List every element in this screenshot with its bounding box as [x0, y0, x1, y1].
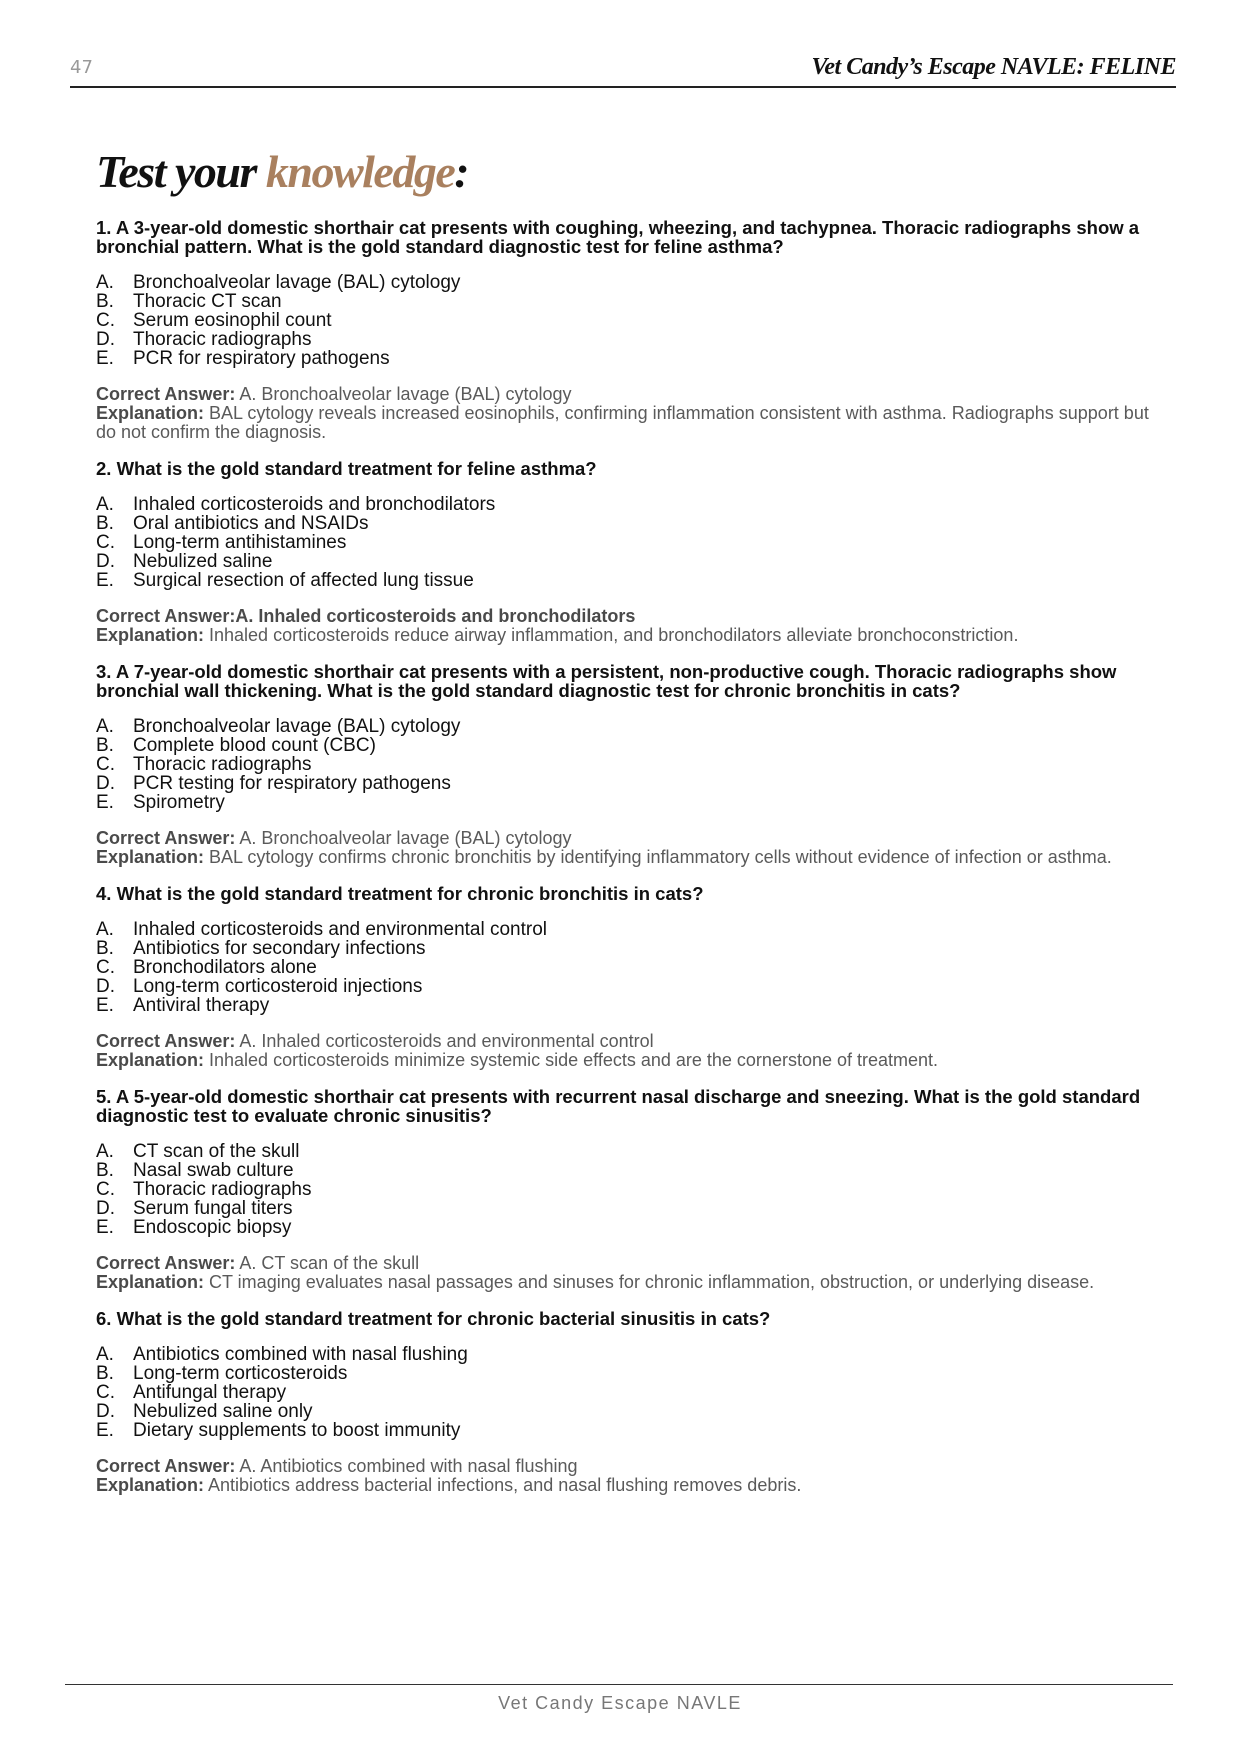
option-text: Long-term corticosteroid injections [133, 976, 423, 997]
option-b [96, 292, 1166, 311]
option-text: Bronchoalveolar lavage (BAL) cytology [133, 272, 461, 293]
option-letter: A. [96, 919, 114, 940]
question-text: 5. A 5-year-old domestic shorthair cat presents with recurrent nasal discharge and sneezing. What is the gold standard diagnostic test to evaluate chronic sinusitis? [96, 1086, 1141, 1126]
page-header [70, 52, 1176, 88]
option-text: Nebulized saline [133, 551, 273, 572]
option-list [96, 1142, 1166, 1237]
answer-block [96, 385, 1166, 442]
option-a [96, 920, 1166, 939]
title-colon: : [454, 146, 469, 197]
question-3 [96, 662, 1166, 867]
option-letter: E. [96, 1420, 114, 1441]
correct-answer [96, 1032, 1166, 1051]
correct-answer [96, 385, 1166, 404]
title-part-1: Test your [96, 146, 266, 197]
option-list [96, 273, 1166, 368]
correct-answer-value: A. Antibiotics combined with nasal flushing [235, 1456, 578, 1476]
option-text: Antibiotics combined with nasal flushing [133, 1344, 468, 1365]
option-c [96, 755, 1166, 774]
explanation [96, 404, 1166, 442]
option-text: Thoracic radiographs [133, 1179, 312, 1200]
explanation-label: Explanation: [96, 1475, 205, 1495]
explanation-label: Explanation: [96, 847, 205, 867]
correct-answer [96, 607, 1166, 626]
option-text: Bronchoalveolar lavage (BAL) cytology [133, 716, 461, 737]
correct-answer-value: A. Bronchoalveolar lavage (BAL) cytology [235, 384, 572, 404]
option-text: Oral antibiotics and NSAIDs [133, 513, 369, 534]
page-number: 47 [70, 57, 93, 78]
option-text: Antibiotics for secondary infections [133, 938, 426, 959]
option-text: Bronchodilators alone [133, 957, 317, 978]
option-b [96, 514, 1166, 533]
explanation-text: BAL cytology reveals increased eosinophils, confirming inflammation consistent with asthma. Radiographs support but do not confirm the diagnosis. [96, 403, 1149, 442]
option-letter: A. [96, 1344, 114, 1365]
answer-block [96, 829, 1166, 867]
correct-answer-label: Correct Answer: [96, 384, 236, 404]
option-text: Inhaled corticosteroids and environmental control [133, 919, 548, 940]
explanation-label: Explanation: [96, 1050, 205, 1070]
question-text: 3. A 7-year-old domestic shorthair cat presents with a persistent, non-productive cough. Thoracic radiographs show bronchial wall thickening. What is the gold standard diagnostic test for chronic bronchitis in cats? [96, 661, 1117, 701]
option-a [96, 717, 1166, 736]
option-letter: B. [96, 938, 114, 959]
question-4 [96, 884, 1166, 1070]
question-text: 4. What is the gold standard treatment for chronic bronchitis in cats? [96, 883, 704, 904]
option-letter: D. [96, 773, 115, 794]
option-letter: E. [96, 1217, 114, 1238]
option-e [96, 996, 1166, 1015]
correct-answer-value: A. CT scan of the skull [235, 1253, 420, 1273]
explanation-label: Explanation: [96, 625, 205, 645]
option-letter: E. [96, 995, 114, 1016]
option-list [96, 717, 1166, 812]
option-e [96, 349, 1166, 368]
option-letter: B. [96, 735, 114, 756]
option-text: Inhaled corticosteroids and bronchodilators [133, 494, 496, 515]
explanation [96, 848, 1166, 867]
option-text: Thoracic radiographs [133, 329, 312, 350]
option-letter: B. [96, 1363, 114, 1384]
explanation-text: Antibiotics address bacterial infections, and nasal flushing removes debris. [204, 1475, 802, 1495]
option-letter: D. [96, 1198, 115, 1219]
question-1 [96, 218, 1166, 442]
option-text: Endoscopic biopsy [133, 1217, 292, 1238]
option-letter: C. [96, 310, 115, 331]
explanation-label: Explanation: [96, 1272, 205, 1292]
correct-answer-label: Correct Answer: [96, 828, 236, 848]
option-letter: D. [96, 329, 115, 350]
option-text: Serum fungal titers [133, 1198, 293, 1219]
correct-answer-label: Correct Answer: [96, 1031, 236, 1051]
title-accent: knowledge [265, 146, 455, 197]
option-letter: C. [96, 1179, 115, 1200]
quiz-content [96, 218, 1166, 1512]
footer-divider [65, 1684, 1173, 1685]
question-5 [96, 1087, 1166, 1292]
option-b [96, 1161, 1166, 1180]
option-letter: B. [96, 513, 114, 534]
correct-answer [96, 829, 1166, 848]
option-list [96, 1345, 1166, 1440]
option-letter: C. [96, 754, 115, 775]
option-e [96, 793, 1166, 812]
option-text: Serum eosinophil count [133, 310, 332, 331]
correct-answer-label: Correct Answer: [96, 606, 236, 626]
option-a [96, 495, 1166, 514]
explanation [96, 1051, 1166, 1070]
option-d [96, 552, 1166, 571]
correct-answer-label: Correct Answer: [96, 1456, 236, 1476]
option-e [96, 1218, 1166, 1237]
correct-answer [96, 1457, 1166, 1476]
option-c [96, 1180, 1166, 1199]
option-text: Nebulized saline only [133, 1401, 313, 1422]
correct-answer [96, 1254, 1166, 1273]
explanation [96, 1273, 1166, 1292]
answer-block [96, 1457, 1166, 1495]
correct-answer-value: A. Inhaled corticosteroids and environmental control [235, 1031, 654, 1051]
correct-answer-value: A. Bronchoalveolar lavage (BAL) cytology [235, 828, 572, 848]
explanation-text: Inhaled corticosteroids reduce airway inflammation, and bronchodilators alleviate bronchoconstriction. [204, 625, 1019, 645]
page-title [96, 145, 468, 198]
option-letter: E. [96, 570, 114, 591]
option-text: Nasal swab culture [133, 1160, 294, 1181]
option-c [96, 958, 1166, 977]
option-a [96, 1142, 1166, 1161]
option-letter: A. [96, 716, 114, 737]
option-text: Long-term antihistamines [133, 532, 347, 553]
option-text: Thoracic CT scan [133, 291, 282, 312]
option-letter: A. [96, 272, 114, 293]
option-c [96, 533, 1166, 552]
option-d [96, 774, 1166, 793]
running-title: Vet Candy’s Escape NAVLE: FELINE [811, 54, 1176, 80]
correct-answer-label: Correct Answer: [96, 1253, 236, 1273]
option-text: Complete blood count (CBC) [133, 735, 376, 756]
option-list [96, 495, 1166, 590]
option-letter: A. [96, 1141, 114, 1162]
option-letter: B. [96, 1160, 114, 1181]
option-d [96, 330, 1166, 349]
option-text: Dietary supplements to boost immunity [133, 1420, 461, 1441]
question-6 [96, 1309, 1166, 1495]
question-text: 2. What is the gold standard treatment for feline asthma? [96, 458, 597, 479]
option-e [96, 1421, 1166, 1440]
option-letter: D. [96, 551, 115, 572]
explanation-label: Explanation: [96, 403, 205, 423]
correct-answer-value: A. Inhaled corticosteroids and bronchodilators [235, 606, 636, 626]
option-letter: E. [96, 792, 114, 813]
answer-block [96, 1032, 1166, 1070]
option-c [96, 1383, 1166, 1402]
option-text: Spirometry [133, 792, 225, 813]
option-letter: C. [96, 532, 115, 553]
answer-block [96, 607, 1166, 645]
option-letter: E. [96, 348, 114, 369]
option-letter: C. [96, 957, 115, 978]
option-text: PCR testing for respiratory pathogens [133, 773, 451, 794]
page-footer: Vet Candy Escape NAVLE [498, 1693, 742, 1713]
option-letter: C. [96, 1382, 115, 1403]
question-2 [96, 459, 1166, 645]
option-text: PCR for respiratory pathogens [133, 348, 390, 369]
option-text: Long-term corticosteroids [133, 1363, 348, 1384]
explanation [96, 1476, 1166, 1495]
option-text: CT scan of the skull [133, 1141, 300, 1162]
question-text: 1. A 3-year-old domestic shorthair cat presents with coughing, wheezing, and tachypnea. Thoracic radiographs show a bronchial pattern. What is the gold standard diagnostic test for feline asthma? [96, 217, 1140, 257]
option-c [96, 311, 1166, 330]
option-text: Surgical resection of affected lung tissue [133, 570, 474, 591]
explanation-text: Inhaled corticosteroids minimize systemic side effects and are the cornerstone of treatment. [204, 1050, 939, 1070]
option-b [96, 939, 1166, 958]
option-text: Antifungal therapy [133, 1382, 287, 1403]
option-a [96, 1345, 1166, 1364]
option-letter: D. [96, 976, 115, 997]
option-text: Antiviral therapy [133, 995, 270, 1016]
option-text: Thoracic radiographs [133, 754, 312, 775]
option-e [96, 571, 1166, 590]
option-d [96, 1199, 1166, 1218]
option-b [96, 736, 1166, 755]
option-a [96, 273, 1166, 292]
option-letter: A. [96, 494, 114, 515]
option-letter: D. [96, 1401, 115, 1422]
explanation [96, 626, 1166, 645]
explanation-text: CT imaging evaluates nasal passages and sinuses for chronic inflammation, obstruction, or underlying disease. [204, 1272, 1095, 1292]
option-letter: B. [96, 291, 114, 312]
explanation-text: BAL cytology confirms chronic bronchitis by identifying inflammatory cells without evidence of infection or asthma. [204, 847, 1112, 867]
option-list [96, 920, 1166, 1015]
answer-block [96, 1254, 1166, 1292]
question-text: 6. What is the gold standard treatment for chronic bacterial sinusitis in cats? [96, 1308, 771, 1329]
option-b [96, 1364, 1166, 1383]
option-d [96, 977, 1166, 996]
option-d [96, 1402, 1166, 1421]
